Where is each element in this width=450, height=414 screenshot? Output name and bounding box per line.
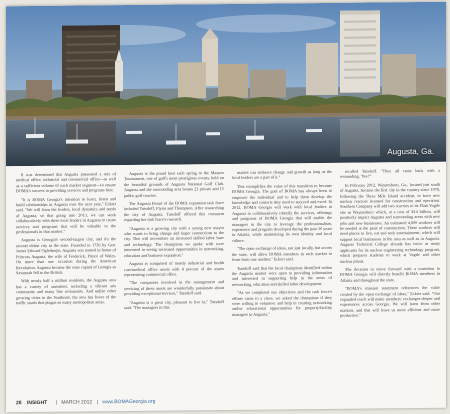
footer-separator: | [55, 399, 57, 406]
footer-separator: | [96, 399, 98, 406]
article-paragraph: The Augusta Board of the BOMA expansion task force included Tutsdoff, Flynn and Thompson. After researching the city of Augusta, Tutsdoff offered this comment regarding her task force's research. [124, 200, 224, 223]
article-paragraph: market can embrace change and growth as long as the local leaders are a part of it." [232, 168, 332, 181]
article-paragraph: "Augusta is a growing city with a young new mayor who wants to bring change and larger connections to the city. This will necessitate an increased skilled labor base and technology. The champions we spoke with were interested in seeing increased opportunities in networking, education and business expansion." [124, 224, 224, 258]
article-paragraph: "BOMA's mission statement references the value created by the open exchange of ideas," Eckert said. "Our expanded reach will make members' exchanges deeper and experiences across Georgia. We will learn from other markets, and that will leave us more efficient and more productive." [340, 284, 440, 318]
page-footer [16, 397, 316, 406]
article-column-1 [16, 171, 116, 392]
article-paragraph: Augusta is the proud host each spring to the Masters Tournament, one of golf's most prestigious events, held on the beautiful grounds of Augusta National Golf Club. Augusta and the surrounding area boasts 21 private and 15 public golf courses. [124, 170, 224, 198]
magazine-page [6, 2, 446, 413]
photo-caption: Augusta, Ga. [387, 146, 434, 157]
article-paragraph: "It is BOMA Georgia's intention to learn, listen and build relationships in Augusta over the next year," Eckert said. "We will learn the leaders, local dynamics and needs of Augusta, so that going into 2013, we can work collaboratively with these local leaders in Augusta to create services and programs that will be valuable to the professionals in that market." [16, 195, 116, 235]
article-paragraph: "The open exchange of ideas, not just locally, but across the state, will allow BOMA members in each market to learn from one another," Eckert said. [232, 245, 332, 263]
article-paragraph: This exemplifies the value of this transition to become BOMA Georgia. The goal of BOMA has always been to empower the individual and to help them develop the knowledge and contacts they need to succeed and excel. In 2012, BOMA Georgia will work with local leaders in Augusta to collaboratively identify the services, offerings and programs of BOMA Georgia that will enable the managers in the city to leverage the professionalism, experience and program developed during the past 30 years in Atlanta, while maintaining its own identity and local culture. [232, 182, 332, 243]
article-paragraph: recalled Tutsdoff. "They all came back with a resounding, 'Yes!'" [340, 167, 440, 180]
website-link[interactable]: www.BOMAGeorgia.org [102, 398, 156, 406]
article-column-4 [340, 168, 440, 389]
article-paragraph: "As we completed our objectives and the task force's efforts came to a close, we asked the champions if they were willing to volunteer and help in creating networking and/or educational opportunities for property/facility managers in Augusta," [232, 289, 332, 317]
article-paragraph: Augusta is comprised of mostly industrial and health care/medical office assets with 8 percent of the assets representing commercial office. [124, 260, 224, 277]
issue-date: MARCH 2012 [61, 399, 93, 406]
city-skyline-photo [6, 2, 446, 167]
article-column-3 [232, 169, 332, 390]
article-paragraph: It was determined that Augusta possessed a mix of medical office, industrial and commercial office—as well as a sufficient volume of each market segment—to ensure BOMA's success in providing services and programs here. [16, 171, 116, 194]
article-paragraph: In February 2012, Waynesboro, Ga., located just south of Augusta, became the first city in the country since 1978, following the Three Mile Island accident, to have new nuclear reactors licensed for construction and operation. Southern Company will add two reactors to its Plant Vogtle site in Waynesboro which, at a cost of $14 billion, will positively impact Augusta and surrounding areas with new jobs and new businesses. An estimated 4,000 workers will be needed at the peak of construction. These workers will need places to live, eat and seek entertainment, which will support local businesses in the area as well as in Augusta. Augusta Technical College already has twice as many applicants for its nuclear engineering technology program, which prepares students to work at Vogtle and other nuclear plants. [340, 181, 440, 264]
article-paragraph: Augusta is Georgia's second-largest city, and it's the second oldest city in the state. Founded in 1736 by Gen. James Edward Oglethorpe, Augusta was named in honor of Princess Augusta, the wife of Frederick, Prince of Wales. On more than one occasion during the American Revolution, Augusta became the state capital of Georgia as Savannah fell to the British. [16, 236, 116, 276]
article-paragraph: "Augusta is a great city, pleasant to live in," Tutsdoff said. "The managers in this [124, 298, 224, 311]
article-paragraph: Tutsdoff said that the local champions identified within the Augusta market were open to providing information and interested in supporting help in the areas of networking, education and skilled labor development. [232, 264, 332, 287]
publication-name: INSIGHT [26, 399, 48, 407]
article-column-2 [124, 170, 224, 391]
page-number: 28 [16, 400, 22, 407]
article-paragraph: "The companies involved in the management and servicing of these assets are wonderfully passionate about providing exceptional services," Tutsdoff said. [124, 279, 224, 297]
article-paragraph: The decision to move forward with a transition to BOMA Georgia will directly benefit BOMA members in Atlanta and throughout the state. [340, 265, 440, 283]
article-paragraph: With nearly half a million residents, the Augusta area has a variety of amenities, including a vibrant arts community and many fine restaurants. And unlike other growing cities in the Southeast, the area has fewer of the traffic snarls that plague so many metropolitan areas. [16, 277, 116, 306]
